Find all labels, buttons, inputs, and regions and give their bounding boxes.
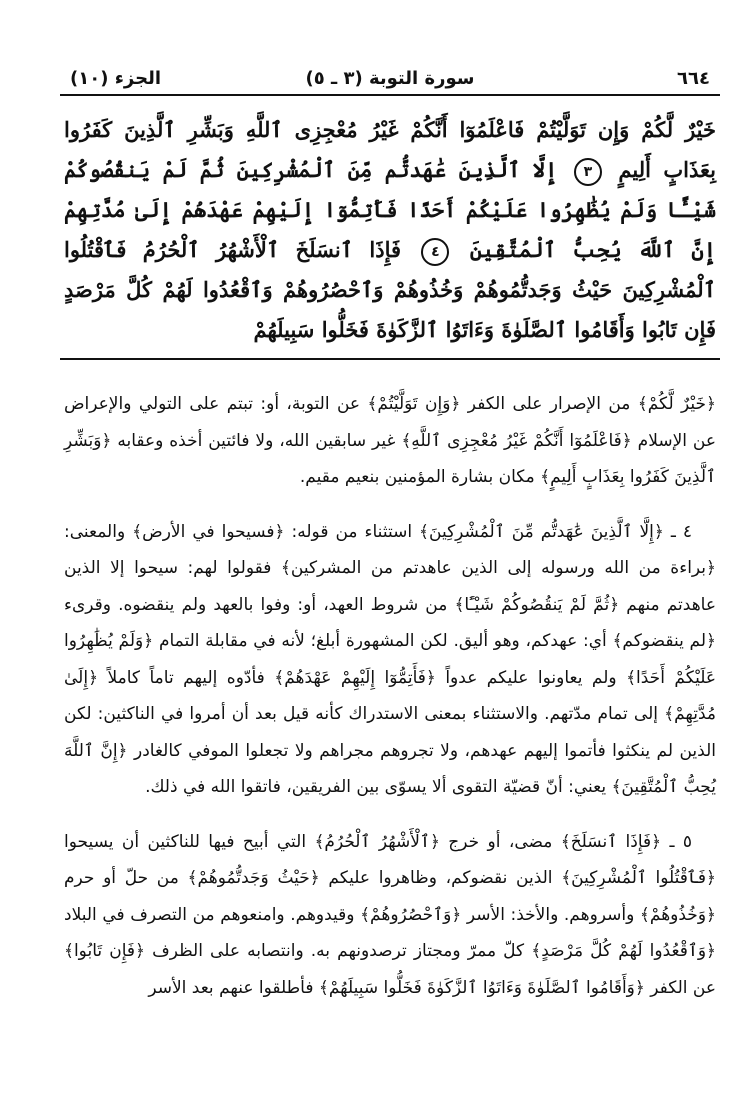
page-header xyxy=(60,62,720,96)
commentary-paragraph: ٤ ـ ﴿إِلَّا ٱلَّذِينَ عَٰهَدتُّم مِّنَ ٱلْمُشْرِكِينَ﴾ استثناء من قوله: ﴿فسيحوا في الأرض﴾ والمعنى: ﴿براءة من الله ورسوله إلى الذين عاهدتم من المشركين﴾ فقولوا لهم: سيحوا إلا الذين عاهدتم منهم ﴿ثُمَّ لَمْ يَنقُصُوكُمْ شَيْـًٔا﴾ من شروط العهد، أو: وفوا بالعهد ولم ينقضوه. وقرىء ﴿لم ينقضوكم﴾ أي: عهدكم، وهو أليق. لكن المشهورة أبلغ؛ لأنه في مقابلة التمام ﴿وَلَمْ يُظَٰهِرُوا عَلَيْكُمْ أَحَدًا﴾ ولم يعاونوا عليكم عدواً ﴿فَأَتِمُّوٓا إِلَيْهِمْ عَهْدَهُمْ﴾ فأدّوه إليهم تاماً كاملاً ﴿إِلَىٰ مُدَّتِهِمْ﴾ إلى تمام مدّتهم. والاستثناء بمعنى الاستدراك كأنه قيل بعد أن أمروا في الناكثين: لكن الذين لم ينكثوا فأتموا إليهم عهدهم، ولا تجروهم مجراهم ولا تجعلوا الموفي كالغادر ﴿إِنَّ ٱللَّهَ يُحِبُّ ٱلْمُتَّقِينَ﴾ يعني: أنّ قضيّة التقوى ألا يسوّى بين الفريقين، فاتقوا الله في ذلك. xyxy=(64,521,716,797)
verse-text-4: إِلَّا ٱلَّذِينَ عَٰهَدتُّم مِّنَ ٱلْمُشْرِكِينَ ثُمَّ لَمْ يَنقُصُوكُمْ شَيْـًٔا وَلَمْ يُظَٰهِرُوا عَلَيْكُمْ أَحَدًا فَأَتِمُّوٓا إِلَيْهِمْ عَهْدَهُمْ إِلَىٰ مُدَّتِهِمْ إِنَّ ٱللَّهَ يُحِبُّ ٱلْمُتَّقِينَ xyxy=(64,157,717,262)
page-number: ٦٦٤ xyxy=(677,68,710,89)
quran-verses xyxy=(60,110,720,360)
book-page xyxy=(60,62,720,1112)
tafsir-commentary xyxy=(60,386,720,1006)
verse-text-3: خَيْرٌ لَّكُمْ وَإِن تَوَلَّيْتُمْ فَاعْلَمُوٓا أَنَّكُمْ غَيْرُ مُعْجِزِى ٱللَّهِ وَبَشِّرِ ٱلَّذِينَ كَفَرُوا بِعَذَابٍ أَلِيمٍ xyxy=(64,117,717,182)
verse-number-marker: ٤ xyxy=(421,238,449,266)
juz-label: الجزء (١٠) xyxy=(70,68,162,89)
commentary-paragraph: ﴿خَيْرٌ لَّكُمْ﴾ من الإصرار على الكفر ﴿وَإِن تَوَلَّيْتُمْ﴾ عن التوبة، أو: تبتم على التولي والإعراض عن الإسلام ﴿فَاعْلَمُوٓا أَنَّكُمْ غَيْرُ مُعْجِزِى ٱللَّهِ﴾ غير سابقين الله، ولا فائتين أخذه وعقابه ﴿وَبَشِّرِ ٱلَّذِينَ كَفَرُوا بِعَذَابٍ أَلِيمٍ﴾ مكان بشارة المؤمنين بنعيم مقيم. xyxy=(64,394,716,487)
surah-title: سورة التوبة (٣ ـ ٥) xyxy=(305,68,475,89)
verse-number-marker: ٣ xyxy=(574,158,602,186)
verse-text-5: فَإِذَا ٱنسَلَخَ ٱلْأَشْهُرُ ٱلْحُرُمُ فَٱقْتُلُوا ٱلْمُشْرِكِينَ حَيْثُ وَجَدتُّمُوهُمْ وَخُذُوهُمْ وَٱحْصُرُوهُمْ وَٱقْعُدُوا لَهُمْ كُلَّ مَرْصَدٍ فَإِن تَابُوا وَأَقَامُوا ٱلصَّلَوٰةَ وَءَاتَوُا ٱلزَّكَوٰةَ فَخَلُّوا سَبِيلَهُمْ xyxy=(64,237,716,342)
commentary-paragraph: ٥ ـ ﴿فَإِذَا ٱنسَلَخَ﴾ مضى، أو خرج ﴿ٱلْأَشْهُرُ ٱلْحُرُمُ﴾ التي أبيح فيها للناكثين أن يسيحوا ﴿فَٱقْتُلُوا ٱلْمُشْرِكِينَ﴾ الذين نقضوكم، وظاهروا عليكم ﴿حَيْثُ وَجَدتُّمُوهُمْ﴾ من حلّ أو حرم ﴿وَخُذُوهُمْ﴾ وأسروهم. والأخذ: الأسر ﴿وَٱحْصُرُوهُمْ﴾ وقيدوهم. وامنعوهم من التصرف في البلاد ﴿وَٱقْعُدُوا لَهُمْ كُلَّ مَرْصَدٍ﴾ كلّ ممرّ ومجتاز ترصدونهم به. وانتصابه على الظرف ﴿فَإِن تَابُوا﴾ عن الكفر ﴿وَأَقَامُوا ٱلصَّلَوٰةَ وَءَاتَوُا ٱلزَّكَوٰةَ فَخَلُّوا سَبِيلَهُمْ﴾ فأطلقوا عنهم بعد الأسر xyxy=(64,831,716,998)
